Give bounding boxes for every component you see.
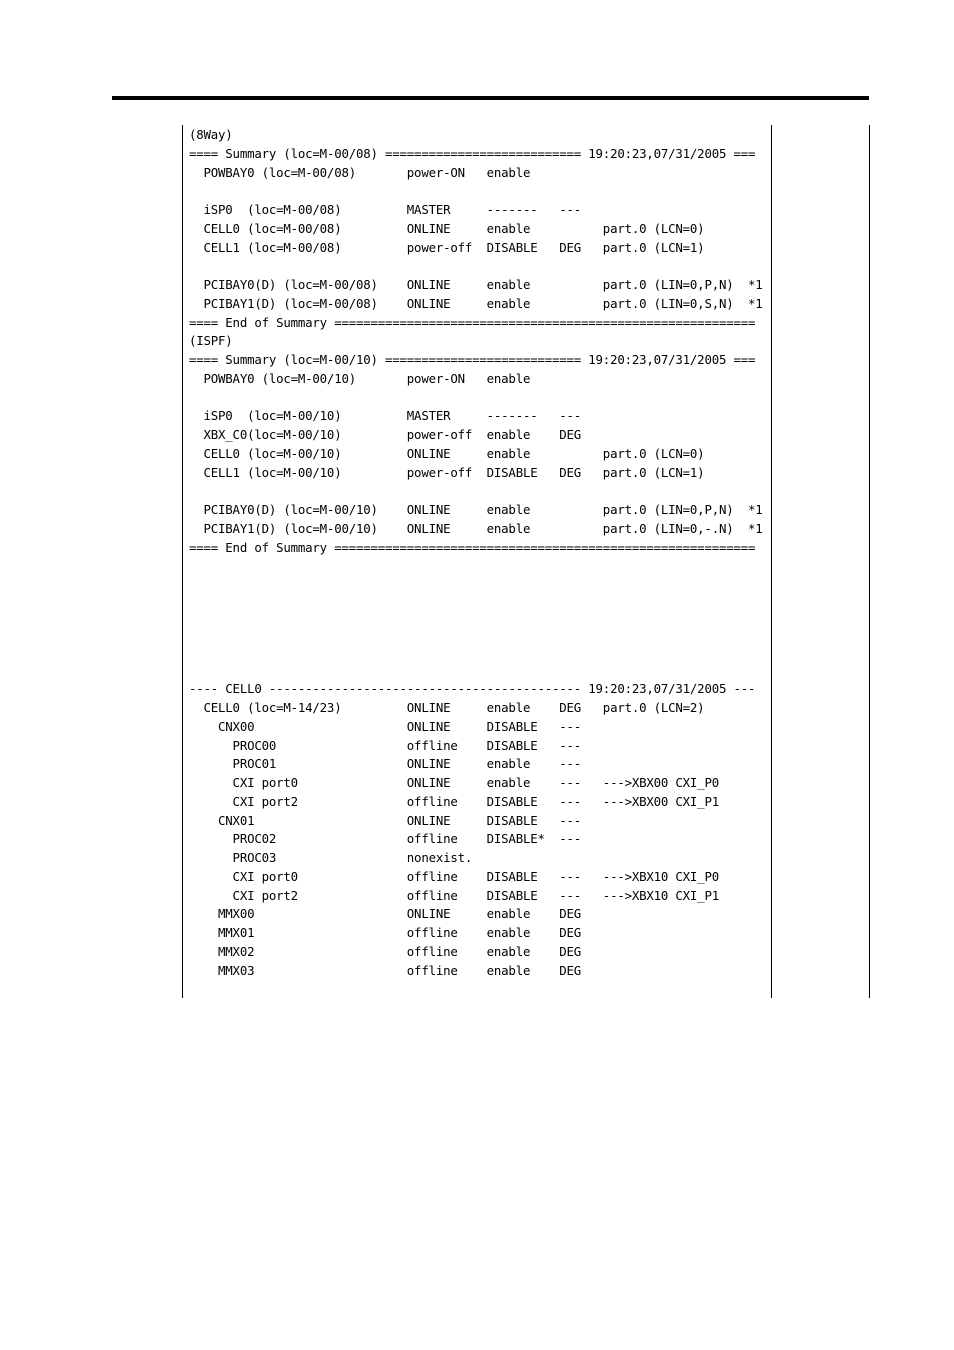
console-line: CELL1 (loc=M-00/08) power-off DISABLE DEG part.0 (LCN=1) <box>189 239 705 255</box>
console-line <box>189 389 769 408</box>
console-line: PROC00 offline DISABLE --- <box>189 737 582 753</box>
console-line: CXI port2 offline DISABLE --- --->XBX00 CXI_P1 <box>189 793 719 809</box>
console-line: XBX_C0(loc=M-00/10) power-off enable DEG <box>189 427 582 442</box>
console-line: ==== Summary (loc=M-00/10) =========================== 19:20:23,07/31/2005 === <box>189 352 756 367</box>
console-line: CELL0 (loc=M-14/23) ONLINE enable DEG part.0 (LCN=2) <box>189 700 705 715</box>
console-line <box>189 482 769 501</box>
console-line: CXI port0 ONLINE enable --- --->XBX00 CXI_P0 <box>189 775 719 790</box>
console-line: MMX01 offline enable DEG <box>189 925 582 940</box>
top-rule <box>112 96 869 100</box>
console-line: ==== End of Summary ========================================================== <box>189 539 756 555</box>
console-line: ==== End of Summary ========================================================== <box>189 314 756 330</box>
console-line: iSP0 (loc=M-00/10) MASTER ------- --- <box>189 408 582 424</box>
blank-gap <box>189 557 769 680</box>
cell0-listing <box>189 680 769 980</box>
console-line: CELL0 (loc=M-00/10) ONLINE enable part.0 (LCN=0) <box>189 445 705 461</box>
console-line: POWBAY0 (loc=M-00/08) power-ON enable <box>189 164 531 180</box>
console-line: PCIBAY1(D) (loc=M-00/08) ONLINE enable part.0 (LIN=0,S,N) *1 <box>189 295 763 311</box>
console-line: CXI port0 offline DISABLE --- --->XBX10 CXI_P0 <box>189 868 719 884</box>
console-line: PCIBAY0(D) (loc=M-00/10) ONLINE enable part.0 (LIN=0,P,N) *1 <box>189 502 763 517</box>
console-line <box>189 257 769 276</box>
frame-middle-border <box>771 125 772 998</box>
console-line: CXI port2 offline DISABLE --- --->XBX10 CXI_P1 <box>189 887 719 903</box>
console-line: CNX00 ONLINE DISABLE --- <box>189 718 582 734</box>
console-line: (8Way) <box>189 127 233 142</box>
console-line: POWBAY0 (loc=M-00/10) power-ON enable <box>189 370 531 386</box>
console-line: PROC01 ONLINE enable --- <box>189 756 582 772</box>
console-line: PROC03 nonexist. <box>189 850 473 865</box>
console-line: CELL0 (loc=M-00/08) ONLINE enable part.0 (LCN=0) <box>189 220 705 236</box>
console-line: PROC02 offline DISABLE* --- <box>189 831 582 847</box>
console-line: CNX01 ONLINE DISABLE --- <box>189 812 582 828</box>
frame-right-border <box>869 125 870 998</box>
console-line: ---- CELL0 ------------------------------------------- 19:20:23,07/31/2005 --- <box>189 681 756 697</box>
console-line: PCIBAY0(D) (loc=M-00/08) ONLINE enable part.0 (LIN=0,P,N) *1 <box>189 277 763 292</box>
console-line: PCIBAY1(D) (loc=M-00/10) ONLINE enable part.0 (LIN=0,-.N) *1 <box>189 520 763 536</box>
summary-listing <box>189 126 769 557</box>
console-line: MMX02 offline enable DEG <box>189 943 582 959</box>
console-line <box>189 182 769 201</box>
console-line: MMX00 ONLINE enable DEG <box>189 906 582 922</box>
console-line: CELL1 (loc=M-00/10) power-off DISABLE DEG part.0 (LCN=1) <box>189 464 705 480</box>
console-listing <box>189 126 769 980</box>
console-line: ==== Summary (loc=M-00/08) =========================== 19:20:23,07/31/2005 === <box>189 145 756 161</box>
console-line: iSP0 (loc=M-00/08) MASTER ------- --- <box>189 202 582 217</box>
console-line: MMX03 offline enable DEG <box>189 962 582 978</box>
frame-left-border <box>182 125 183 998</box>
console-line: (ISPF) <box>189 333 233 349</box>
